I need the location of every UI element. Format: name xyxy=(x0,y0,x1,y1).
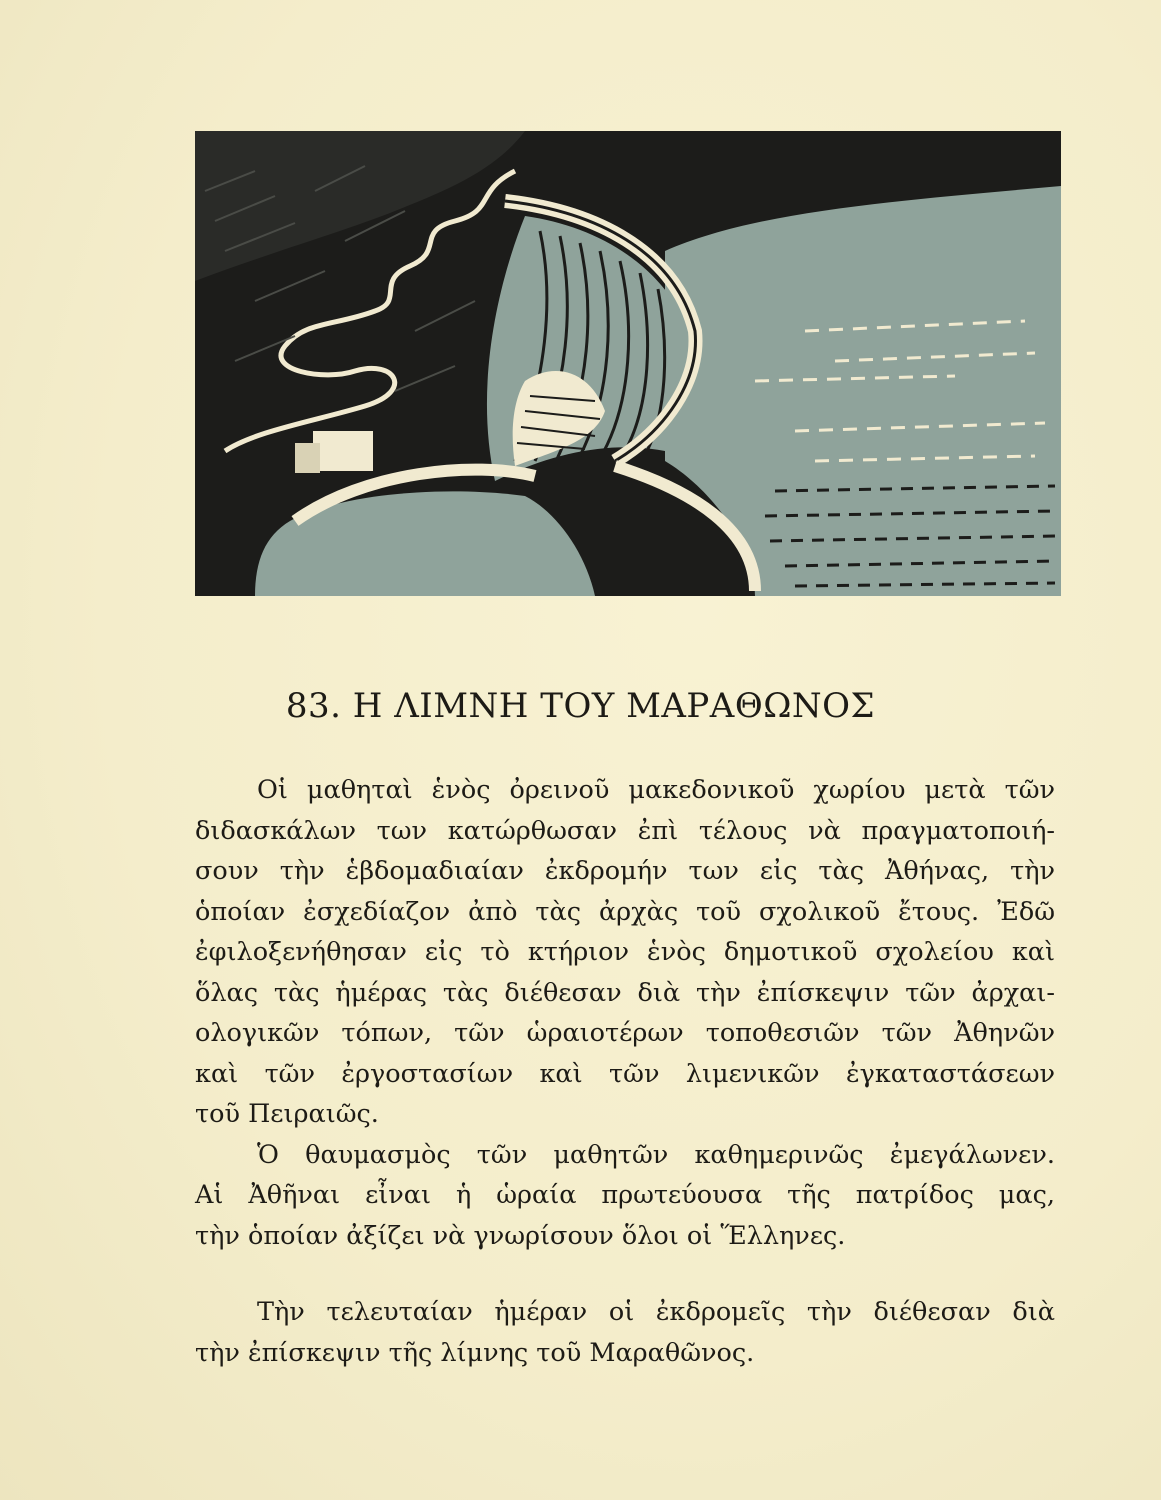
text-line: τοῦ Πειραιῶς. xyxy=(195,1099,379,1129)
paragraph-gap xyxy=(195,1256,1055,1292)
text-line: τὴν ὁποίαν ἀξίζει νὰ γνωρίσουν ὅλοι οἱ Ἕλληνες. xyxy=(195,1220,846,1251)
text-line: καὶ τῶν ἐργοστασίων καὶ τῶν λιμενικῶν ἐγκαταστάσεων xyxy=(195,1058,1055,1089)
text-line: ἐφιλοξενήθησαν εἰς τὸ κτήριον ἑνὸς δημοτικοῦ σχολείου καὶ xyxy=(195,937,1055,967)
text-line: Ὁ θαυμασμὸς τῶν μαθητῶν καθημερινῶς ἐμεγάλωνεν. xyxy=(257,1139,1055,1170)
text-line: διδασκάλων των κατώρθωσαν ἐπὶ τέλους νὰ πραγματοποιή- xyxy=(195,815,1055,846)
text-line: Τὴν τελευταίαν ἡμέραν οἱ ἐκδρομεῖς τὴν διέθεσαν διὰ xyxy=(257,1297,1055,1327)
text-line: τὴν ἐπίσκεψιν τῆς λίμνης τοῦ Μαραθῶνος. xyxy=(195,1337,755,1368)
paragraph-1 xyxy=(195,770,1055,1135)
chapter-body xyxy=(195,770,1055,1373)
text-line: Οἱ μαθηταὶ ἑνὸς ὀρεινοῦ μακεδονικοῦ χωρίου μετὰ τῶν xyxy=(257,775,1055,805)
paragraph-2 xyxy=(195,1135,1055,1257)
text-line: ολογικῶν τόπων, τῶν ὡραιοτέρων τοποθεσιῶν τῶν Ἀθηνῶν xyxy=(195,1018,1055,1048)
chapter-heading-text: Η ΛΙΜΝΗ ΤΟΥ ΜΑΡΑΘΩΝΟΣ xyxy=(352,686,876,726)
text-line: ὅλας τὰς ἡμέρας τὰς διέθεσαν διὰ τὴν ἐπίσκεψιν τῶν ἀρχαι- xyxy=(195,977,1055,1008)
text-line: ὁποίαν ἐσχεδίαζον ἀπὸ τὰς ἀρχὰς τοῦ σχολικοῦ ἔτους. Ἐδῶ xyxy=(195,896,1055,927)
paragraph-3 xyxy=(195,1292,1055,1373)
chapter-number: 83. xyxy=(285,686,342,726)
marathon-dam-woodcut xyxy=(195,131,1061,596)
chapter-title xyxy=(0,686,1161,726)
text-line: σουν τὴν ἑβδομαδιαίαν ἐκδρομήν των εἰς τὰς Ἀθήνας, τὴν xyxy=(195,856,1055,886)
text-line: Αἱ Ἀθῆναι εἶναι ἡ ὡραία πρωτεύουσα τῆς πατρίδος μας, xyxy=(195,1180,1055,1210)
